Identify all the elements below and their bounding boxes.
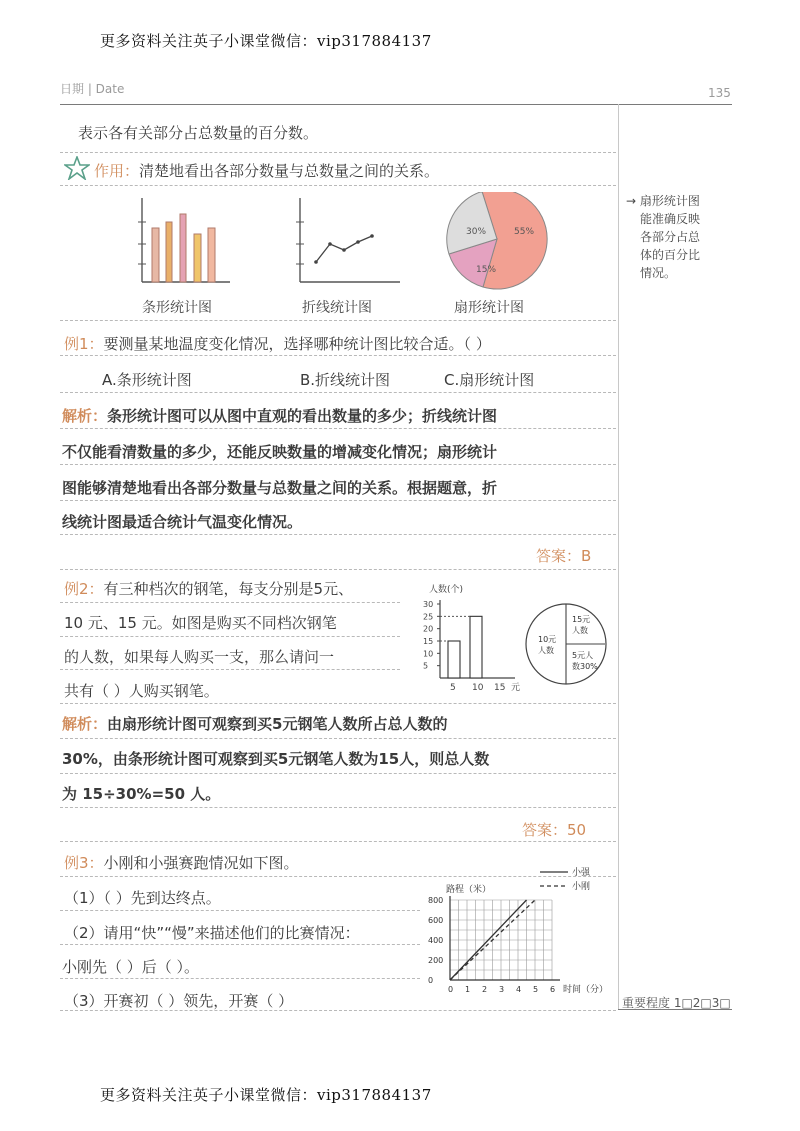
ex2-bar-ylabel: 人数(个) xyxy=(429,585,464,595)
ex3-xtick-label: 0 xyxy=(448,985,454,994)
sidebar-note-line: → 扇形统计图 xyxy=(626,194,700,208)
ex2-ytick-label: 15 xyxy=(423,637,434,646)
ex3-legend-dashed: 小刚 xyxy=(572,882,591,892)
example1-option-a: A.条形统计图 xyxy=(102,371,192,389)
ex3-xtick-label: 2 xyxy=(482,985,488,994)
importance-rating: 重要程度 1□2□3□ xyxy=(622,996,731,1010)
ex2-ytick-label: 5 xyxy=(423,661,429,671)
ex2-bar-xunit: 元 xyxy=(511,683,521,693)
sidebar-note-line: 情况。 xyxy=(640,266,677,280)
sidebar-note-line: 能准确反映 xyxy=(640,212,701,226)
example1-analysis-3: 图能够清楚地看出各部分数量与总数量之间的关系。根据题意，折 xyxy=(62,479,498,497)
ex3-ytick-label: 400 xyxy=(428,936,444,945)
ex3-ytick-label: 800 xyxy=(428,896,444,905)
bar-illus-5 xyxy=(208,228,215,282)
ex3-ytick-label: 200 xyxy=(428,956,444,965)
ex2-bar xyxy=(448,641,460,678)
example2-answer: 答案：50 xyxy=(522,821,587,839)
pie-illus-label-30: 30% xyxy=(466,227,487,237)
margin-line xyxy=(618,104,619,1009)
bar-caption: 条形统计图 xyxy=(142,300,212,316)
ex2-pie-label-15: 15元 xyxy=(572,615,591,624)
ex3-xtick-label: 3 xyxy=(499,985,505,994)
ex2-xtick-label: 15 xyxy=(494,683,506,693)
ex2-xtick-label: 10 xyxy=(472,683,484,693)
ex2-ytick-label: 25 xyxy=(423,612,434,622)
star-icon xyxy=(64,156,90,184)
header-divider xyxy=(60,104,732,105)
ex3-ylabel: 路程（米） xyxy=(446,885,492,895)
example2-bar-chart xyxy=(405,580,525,695)
watermark-top: 更多资料关注英子小课堂微信：vip317884137 xyxy=(100,32,432,50)
ex3-xtick-label: 6 xyxy=(550,985,556,994)
example3-q2: （2）请用“快”“慢”来描述他们的比赛情况： xyxy=(64,924,360,942)
ex3-ytick-label: 0 xyxy=(428,976,434,985)
bar-illus-1 xyxy=(152,228,159,282)
example2-q-line3: 的人数，如果每人购买一支，那么请问一 xyxy=(64,648,335,666)
example1-analysis-1: 解析：条形统计图可以从图中直观的看出数量的多少；折线统计图 xyxy=(62,407,498,425)
pie-caption: 扇形统计图 xyxy=(454,300,524,316)
bar-illus-3 xyxy=(180,214,186,282)
ex3-xtick-label: 1 xyxy=(465,985,471,994)
example1-analysis-2: 不仅能看清数量的多少，还能反映数量的增减变化情况；扇形统计 xyxy=(62,443,498,461)
line-illustration xyxy=(296,198,400,282)
example2-q-line1: 例2：有三种档次的钢笔，每支分别是5元、 xyxy=(64,580,354,598)
example3-line-chart xyxy=(420,862,615,1006)
example1-analysis-4: 线统计图最适合统计气温变化情况。 xyxy=(62,513,303,531)
sidebar-note-line: 各部分占总 xyxy=(640,230,701,244)
example2-q-line4: 共有（ ）人购买钢笔。 xyxy=(64,682,219,700)
example2-analysis-1: 解析：由扇形统计图可观察到买5元钢笔人数所占总人数的 xyxy=(62,715,448,733)
example2-q-line2: 10 元、15 元。如图是购买不同档次钢笔 xyxy=(64,614,337,632)
illustrations xyxy=(130,192,610,312)
ex2-pie-label-10b: 人数 xyxy=(538,646,554,655)
sidebar-note xyxy=(626,192,700,282)
ex2-pie-label-5b: 数30% xyxy=(572,662,598,671)
ex2-ytick-label: 10 xyxy=(423,649,434,659)
ex2-pie-label-15b: 人数 xyxy=(572,626,588,635)
watermark-bottom: 更多资料关注英子小课堂微信：vip317884137 xyxy=(100,1086,432,1104)
ex3-xtick-label: 4 xyxy=(516,985,522,994)
pie-illustration xyxy=(447,192,547,289)
ex2-pie-label-5: 5元人 xyxy=(572,651,594,660)
example1-answer: 答案：B xyxy=(536,547,592,565)
example1-question xyxy=(64,333,491,354)
example1-text: 要测量某地温度变化情况，选择哪种统计图比较合适。（ ） xyxy=(103,335,491,353)
purpose-line xyxy=(94,160,439,181)
example3-q3: （3）开赛初（ ）领先，开赛（ ） xyxy=(64,992,294,1010)
purpose-label: 作用： xyxy=(94,162,140,180)
ex2-ytick-label: 30 xyxy=(423,600,434,609)
example2-pie-chart xyxy=(520,598,612,690)
pie-illus-label-15: 15% xyxy=(476,265,497,275)
ex3-ytick-label: 600 xyxy=(428,916,444,925)
example2-label: 例2： xyxy=(64,580,104,598)
ex3-xtick-label: 5 xyxy=(533,985,539,994)
example3-q1: （1）（ ）先到达终点。 xyxy=(64,889,221,907)
ex2-ytick-label: 20 xyxy=(423,624,434,634)
example3-label: 例3： xyxy=(64,854,104,872)
line-caption: 折线统计图 xyxy=(302,300,372,316)
example2-analysis-label: 解析： xyxy=(62,715,108,733)
ex2-bar xyxy=(470,616,482,678)
intro-line: 表示各有关部分占总数量的百分数。 xyxy=(78,124,319,142)
example3-q2b: 小刚先（ ）后（ ）。 xyxy=(62,958,200,976)
example1-label: 例1： xyxy=(64,335,104,353)
ex2-pie-label-10: 10元 xyxy=(538,635,557,644)
example1-option-b: B.折线统计图 xyxy=(300,371,391,389)
pie-illus-label-55: 55% xyxy=(514,227,535,237)
page-number: 135 xyxy=(708,86,731,100)
example2-analysis-3: 为 15÷30%=50 人。 xyxy=(62,785,221,803)
bar-illus-4 xyxy=(194,234,201,282)
date-label: 日期 | Date xyxy=(60,82,125,96)
bar-illustration xyxy=(138,198,230,282)
example3-title-line: 例3：小刚和小强赛跑情况如下图。 xyxy=(64,854,299,872)
sidebar-note-line: 体的百分比 xyxy=(640,248,701,262)
ex3-legend-solid: 小强 xyxy=(572,868,591,878)
ex2-xtick-label: 5 xyxy=(450,683,456,693)
example1-option-c: C.扇形统计图 xyxy=(444,371,535,389)
example2-analysis-2: 30%，由条形统计图可观察到买5元钢笔人数为15人，则总人数 xyxy=(62,750,490,768)
bar-illus-2 xyxy=(166,222,172,282)
example1-analysis-label: 解析： xyxy=(62,407,108,425)
ex3-xlabel: 时间（分） xyxy=(563,985,609,995)
purpose-text: 清楚地看出各部分数量与总数量之间的关系。 xyxy=(139,162,440,180)
